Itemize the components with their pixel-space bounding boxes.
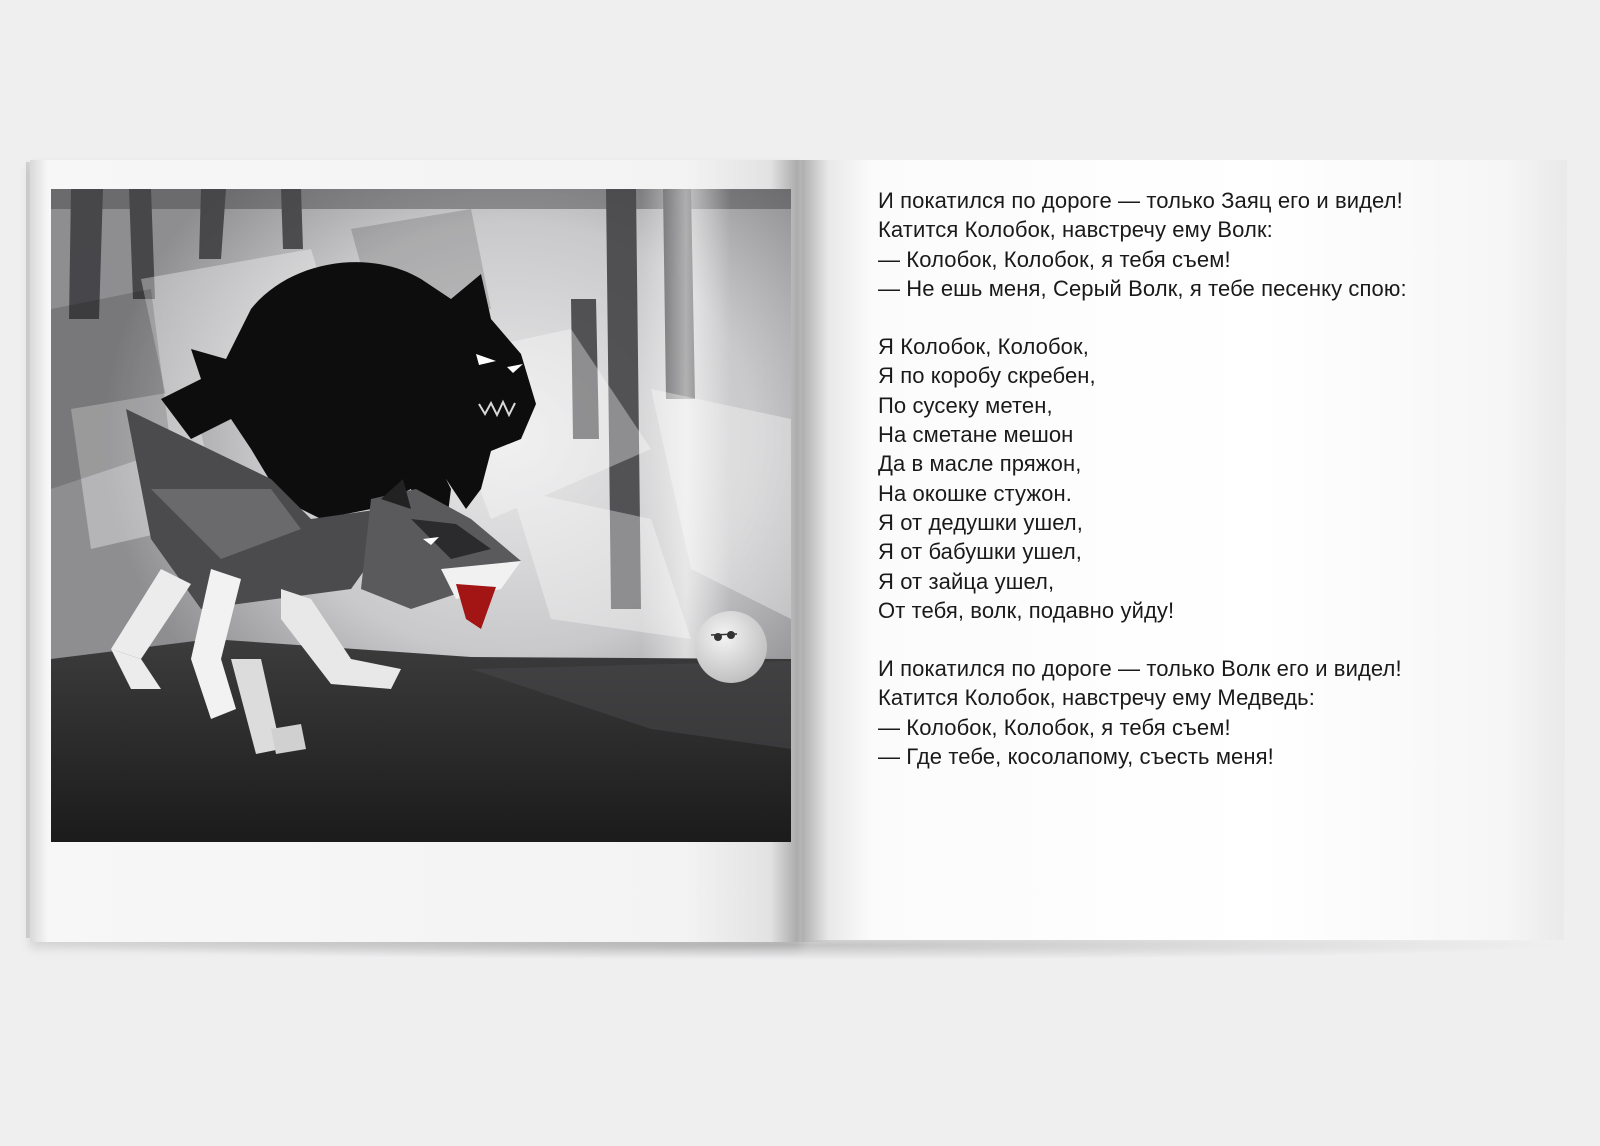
text-line: Я от зайца ушел, [878, 568, 1055, 594]
text-line: — Колобок, Колобок, я тебя съем! [878, 246, 1231, 272]
text-line: — Колобок, Колобок, я тебя съем! [878, 714, 1231, 740]
story-text [878, 186, 1518, 800]
text-line: Катится Колобок, навстречу ему Медведь: [878, 685, 1315, 711]
text-line: Я по коробу скребен, [878, 363, 1096, 389]
text-line: На сметане мешон [878, 422, 1074, 448]
kolobok-bun-icon [695, 611, 767, 683]
text-line: — Где тебе, косолапому, съесть меня! [878, 744, 1274, 770]
text-line: По сусеку метен, [878, 392, 1053, 418]
stanza-3 [878, 654, 1518, 771]
text-line: Я Колобок, Колобок, [878, 334, 1089, 360]
text-line: Катится Колобок, навстречу ему Волк: [878, 217, 1273, 243]
text-line: Я от дедушки ушел, [878, 509, 1083, 535]
stanza-2-song [878, 332, 1518, 625]
text-line: На окошке стужон. [878, 480, 1072, 506]
illustration [51, 189, 791, 842]
text-line: Я от бабушки ушел, [878, 539, 1082, 565]
stanza-1 [878, 186, 1518, 303]
text-line: — Не ешь меня, Серый Волк, я тебе песенку спою: [878, 275, 1407, 301]
text-line: Да в масле пряжон, [878, 451, 1082, 477]
text-line: От тебя, волк, подавно уйду! [878, 597, 1175, 623]
text-line: И покатился по дороге — только Волк его и видел! [878, 656, 1402, 682]
text-line: И покатился по дороге — только Заяц его и видел! [878, 188, 1403, 213]
